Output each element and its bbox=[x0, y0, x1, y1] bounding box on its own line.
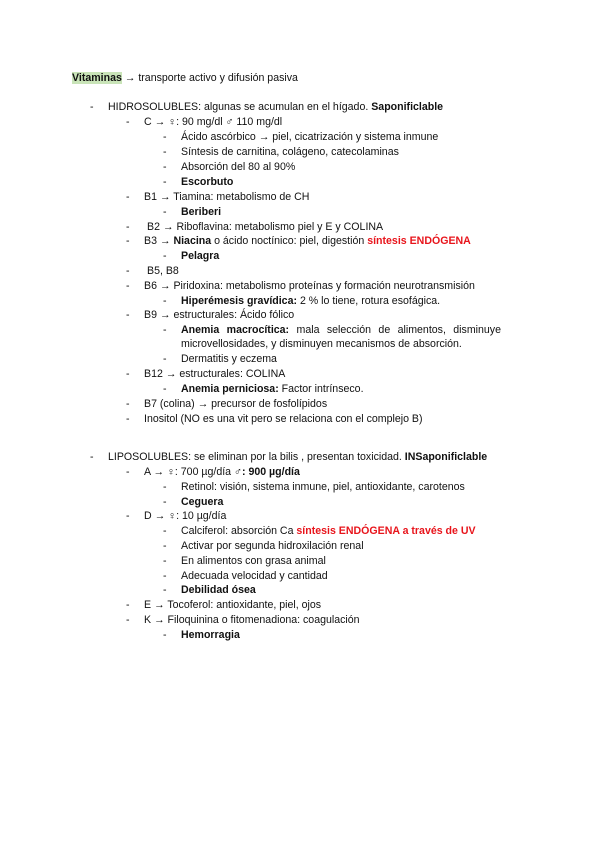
bullet-dash: - bbox=[126, 614, 130, 626]
vit-d-item: En alimentos con grasa animal bbox=[181, 555, 326, 567]
bullet-dash: - bbox=[163, 496, 167, 508]
vit-d-item: Adecuada velocidad y cantidad bbox=[181, 570, 328, 582]
vit-b7-line: B7 (colina) → precursor de fosfolípidos bbox=[144, 398, 328, 410]
vit-d-item: Calciferol: absorción Ca síntesis ENDÓGENA a través de UV bbox=[181, 525, 476, 537]
bullet-dash: - bbox=[126, 510, 130, 522]
bullet-dash: - bbox=[90, 451, 94, 463]
vit-b3-disease: Pelagra bbox=[181, 250, 220, 262]
bullet-dash: - bbox=[126, 398, 130, 410]
bullet-dash: - bbox=[163, 629, 167, 641]
vit-b5-line: B5, B8 bbox=[147, 265, 179, 277]
bullet-dash: - bbox=[163, 206, 167, 218]
vit-b6-line: B6 → Piridoxina: metabolismo proteínas y formación neurotransmisión bbox=[144, 280, 475, 292]
vit-c-line: C → ♀: 90 mg/dl ♂ 110 mg/dl bbox=[144, 116, 283, 128]
bullet-dash: - bbox=[163, 295, 167, 307]
vit-b9-item: Dermatitis y eczema bbox=[181, 353, 277, 365]
bullet-dash: - bbox=[163, 353, 167, 365]
vit-b12-item: Anemia perniciosa: Factor intrínseco. bbox=[181, 383, 364, 395]
vit-c-item: Síntesis de carnitina, colágeno, catecolaminas bbox=[181, 146, 399, 158]
inositol-line: Inositol (NO es una vit pero se relaciona con el complejo B) bbox=[144, 413, 423, 425]
bullet-dash: - bbox=[126, 191, 130, 203]
vit-e-line: E → Tocoferol: antioxidante, piel, ojos bbox=[144, 599, 322, 611]
bullet-dash: - bbox=[126, 466, 130, 478]
vit-a-disease: Ceguera bbox=[181, 496, 224, 508]
vit-b6-item: Hiperémesis gravídica: 2 % lo tiene, rotura esofágica. bbox=[181, 295, 441, 307]
bullet-dash: - bbox=[163, 525, 167, 537]
bullet-dash: - bbox=[126, 221, 130, 233]
title-rest: → transporte activo y difusión pasiva bbox=[121, 72, 298, 84]
bullet-dash: - bbox=[163, 131, 167, 143]
bullet-dash: - bbox=[126, 368, 130, 380]
bullet-dash: - bbox=[163, 383, 167, 395]
bullet-dash: - bbox=[126, 116, 130, 128]
liposolubles-heading: LIPOSOLUBLES: se eliminan por la bilis , presentan toxicidad. INSaponificlable bbox=[108, 451, 488, 463]
vit-b2-line: B2 → Riboflavina: metabolismo piel y E y COLINA bbox=[147, 221, 384, 233]
document-title bbox=[72, 72, 298, 85]
vit-b1-line: B1 → Tiamina: metabolismo de CH bbox=[144, 191, 310, 203]
bullet-dash: - bbox=[163, 176, 167, 188]
vit-b3-line: B3 → Niacina o ácido noctínico: piel, digestión síntesis ENDÓGENA bbox=[144, 235, 471, 247]
bullet-dash: - bbox=[126, 235, 130, 247]
vit-d-line: D → ♀: 10 µg/día bbox=[144, 510, 227, 522]
bullet-dash: - bbox=[163, 161, 167, 173]
bullet-dash: - bbox=[163, 250, 167, 262]
bullet-dash: - bbox=[163, 324, 167, 336]
bullet-dash: - bbox=[163, 570, 167, 582]
bullet-dash: - bbox=[163, 555, 167, 567]
bullet-dash: - bbox=[126, 265, 130, 277]
bullet-dash: - bbox=[126, 309, 130, 321]
vit-k-disease: Hemorragia bbox=[181, 629, 240, 641]
title-label: Vitaminas bbox=[72, 72, 122, 84]
bullet-dash: - bbox=[126, 413, 130, 425]
bullet-dash: - bbox=[126, 280, 130, 292]
vit-a-line: A → ♀: 700 µg/día ♂: 900 µg/día bbox=[144, 466, 300, 478]
vit-a-item: Retinol: visión, sistema inmune, piel, antioxidante, carotenos bbox=[181, 481, 465, 493]
vit-d-disease: Debilidad ósea bbox=[181, 584, 256, 596]
bullet-dash: - bbox=[163, 584, 167, 596]
vit-b12-line: B12 → estructurales: COLINA bbox=[144, 368, 286, 380]
vit-d-item: Activar por segunda hidroxilación renal bbox=[181, 540, 364, 552]
hidrosolubles-heading: HIDROSOLUBLES: algunas se acumulan en el hígado. Saponificlable bbox=[108, 101, 444, 113]
vit-c-item: Absorción del 80 al 90% bbox=[181, 161, 296, 173]
bullet-dash: - bbox=[90, 101, 94, 113]
vit-c-disease: Escorbuto bbox=[181, 176, 234, 188]
bullet-dash: - bbox=[163, 146, 167, 158]
vit-k-line: K → Filoquinina o fitomenadiona: coagulación bbox=[144, 614, 360, 626]
vit-c-item: Ácido ascórbico → piel, cicatrización y sistema inmune bbox=[181, 131, 439, 143]
bullet-dash: - bbox=[126, 599, 130, 611]
vit-b9-item: Anemia macrocítica: mala selección de alimentos, disminuye microvellosidades, y disminuyen mecanismos de absorción. bbox=[181, 324, 501, 350]
bullet-dash: - bbox=[163, 481, 167, 493]
bullet-dash: - bbox=[163, 540, 167, 552]
vit-b9-line: B9 → estructurales: Ácido fólico bbox=[144, 309, 295, 321]
vit-b1-disease: Beriberi bbox=[181, 206, 222, 218]
